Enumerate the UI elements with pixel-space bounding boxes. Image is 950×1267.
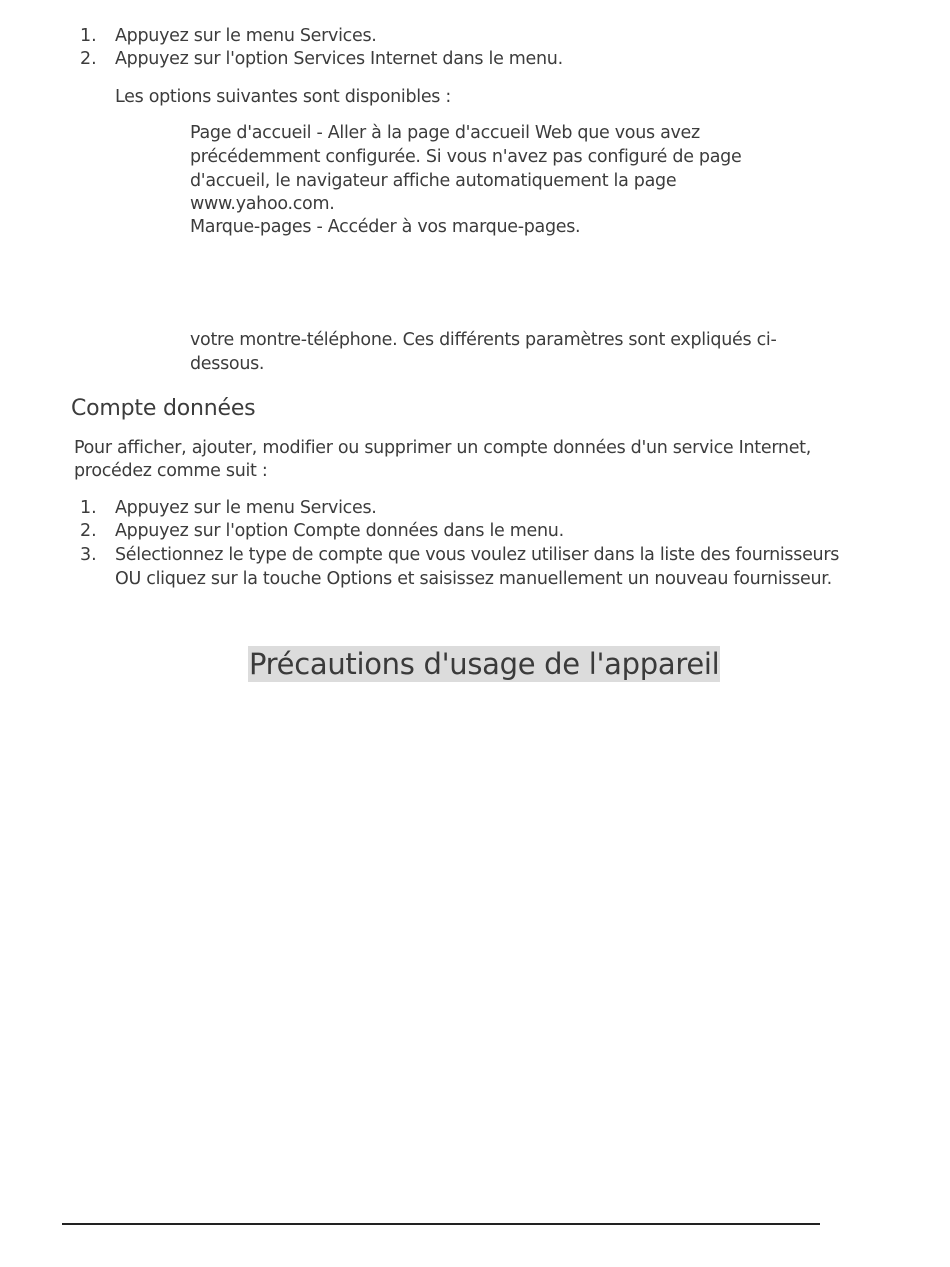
step-text: OU cliquez sur la touche Options et saisissez manuellement un nouveau fournisseur. [115, 569, 832, 589]
section-title: Compte données [71, 396, 256, 421]
option-line: www.yahoo.com. [190, 194, 335, 214]
step-number: 1. [80, 498, 97, 518]
step-number: 2. [80, 521, 97, 541]
option-line: Page d'accueil - Aller à la page d'accueil Web que vous avez [190, 123, 700, 143]
step-text: Sélectionnez le type de compte que vous voulez utiliser dans la liste des fournisseurs [115, 545, 840, 565]
options-intro: Les options suivantes sont disponibles : [115, 87, 451, 107]
paragraph-line: votre montre-téléphone. Ces différents paramètres sont expliqués ci- [190, 330, 777, 350]
step-text: Appuyez sur le menu Services. [115, 26, 377, 46]
step-text: Appuyez sur l'option Compte données dans le menu. [115, 521, 564, 541]
page-heading: Précautions d'usage de l'appareil [249, 647, 720, 681]
step-number: 3. [80, 545, 97, 565]
option-line: d'accueil, le navigateur affiche automatiquement la page [190, 171, 677, 191]
footer-divider [62, 1223, 820, 1225]
step-text: Appuyez sur l'option Services Internet dans le menu. [115, 49, 563, 69]
paragraph-line: dessous. [190, 354, 265, 374]
option-line: Marque-pages - Accéder à vos marque-pages. [190, 217, 581, 237]
section-intro-line: Pour afficher, ajouter, modifier ou supprimer un compte données d'un service Internet, [74, 438, 812, 458]
section-intro-line: procédez comme suit : [74, 461, 268, 481]
step-number: 1. [80, 26, 97, 46]
option-line: précédemment configurée. Si vous n'avez pas configuré de page [190, 147, 742, 167]
step-number: 2. [80, 49, 97, 69]
step-text: Appuyez sur le menu Services. [115, 498, 377, 518]
